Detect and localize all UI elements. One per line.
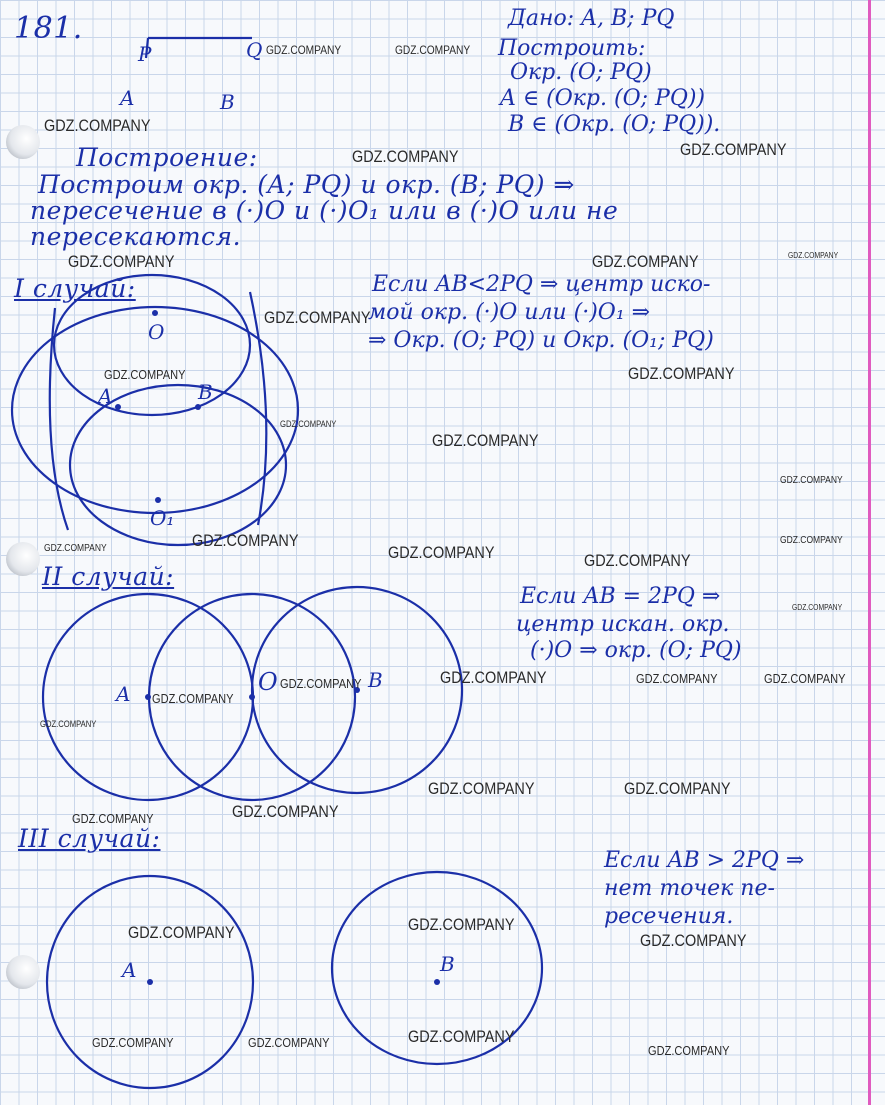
construction-line-1: Построим окр. (A; PQ) и окр. (B; PQ) ⇒ [38,170,575,199]
watermark: GDZ.COMPANY [72,811,154,826]
given-line-3: Окр. (O; PQ) [510,60,652,85]
point-o2 [249,694,255,700]
circle-o1 [70,385,286,545]
case-1-text-2: мой окр. (·)O или (·)O₁ ⇒ [368,300,651,325]
watermark: GDZ.COMPANY [104,367,186,382]
point-a2 [145,694,151,700]
watermark: GDZ.COMPANY [395,43,471,57]
given-line-5: B ∈ (Окр. (O; PQ)). [508,112,721,137]
case-2-text-2: центр искан. окр. [516,612,730,637]
watermark: GDZ.COMPANY [388,543,495,562]
point-a3 [147,979,153,985]
watermark: GDZ.COMPANY [428,779,535,798]
watermark: GDZ.COMPANY [584,551,691,570]
watermark: GDZ.COMPANY [648,1043,730,1058]
watermark: GDZ.COMPANY [780,475,843,486]
case-3-text-2: нет точек пе- [604,876,775,901]
case-1-text-1: Если AB<2PQ ⇒ центр иско- [372,272,711,297]
watermark: GDZ.COMPANY [280,676,362,691]
construction-line-2: пересечение в (·)O и (·)O₁ или в (·)O или не [30,196,619,225]
case-1-text-3: ⇒ Окр. (O; PQ) и Окр. (O₁; PQ) [368,328,714,353]
watermark: GDZ.COMPANY [636,671,718,686]
point-label-q: Q [246,38,263,62]
case-1-label-a: A [98,384,113,408]
case-3-text-1: Если AB > 2PQ ⇒ [604,848,805,873]
given-line-4: A ∈ (Окр. (O; PQ)) [500,86,706,111]
watermark: GDZ.COMPANY [592,252,699,271]
watermark: GDZ.COMPANY [352,147,459,166]
arc-left [50,308,68,530]
watermark: GDZ.COMPANY [266,43,342,57]
watermark: GDZ.COMPANY [128,923,235,942]
watermark: GDZ.COMPANY [280,419,337,429]
watermark: GDZ.COMPANY [92,1035,174,1050]
watermark: GDZ.COMPANY [628,364,735,383]
case-2-text-1: Если AB = 2PQ ⇒ [520,584,721,609]
watermark: GDZ.COMPANY [248,1035,330,1050]
point-label-p: P [138,42,152,66]
point-label-a-top: A [120,86,135,110]
case-1-heading: I случай: [14,274,136,303]
watermark: GDZ.COMPANY [764,671,846,686]
case-3-label-a: A [122,958,137,982]
case-2-label-b: B [368,668,383,692]
point-o [152,310,158,316]
case-3-heading: III случай: [18,824,161,853]
watermark: GDZ.COMPANY [408,915,515,934]
case-2-label-a: A [116,682,131,706]
point-label-b-top: B [220,90,235,114]
watermark: GDZ.COMPANY [780,535,843,546]
case-3-label-b: B [440,952,455,976]
case-2-text-3: (·)O ⇒ окр. (O; PQ) [530,638,742,663]
watermark: GDZ.COMPANY [432,431,539,450]
watermark: GDZ.COMPANY [788,251,839,260]
watermark: GDZ.COMPANY [44,116,151,135]
watermark: GDZ.COMPANY [640,931,747,950]
construction-line-3: пересекаются. [30,222,242,251]
watermark: GDZ.COMPANY [232,802,339,821]
point-b [195,404,201,410]
case-2-heading: II случай: [42,562,175,591]
construction-heading: Построение: [76,143,258,172]
case-3-text-3: ресечения. [604,904,734,929]
watermark: GDZ.COMPANY [792,603,843,612]
given-line-2: Построить: [498,36,646,61]
watermark: GDZ.COMPANY [152,691,234,706]
case-1-label-o: O [148,320,165,344]
watermark: GDZ.COMPANY [68,252,175,271]
watermark: GDZ.COMPANY [624,779,731,798]
case-1-label-b: B [198,380,213,404]
watermark: GDZ.COMPANY [40,719,97,729]
given-line-1: Дано: A, B; PQ [508,6,675,31]
point-b3 [434,979,440,985]
case-1-label-o1: O₁ [150,506,175,530]
point-o1 [155,497,161,503]
problem-number: 181. [14,11,83,46]
watermark: GDZ.COMPANY [408,1027,515,1046]
point-a [115,404,121,410]
watermark: GDZ.COMPANY [44,543,107,554]
watermark: GDZ.COMPANY [680,140,787,159]
case-2-label-o: O [258,668,278,696]
watermark: GDZ.COMPANY [440,668,547,687]
watermark: GDZ.COMPANY [264,308,371,327]
watermark: GDZ.COMPANY [192,531,299,550]
